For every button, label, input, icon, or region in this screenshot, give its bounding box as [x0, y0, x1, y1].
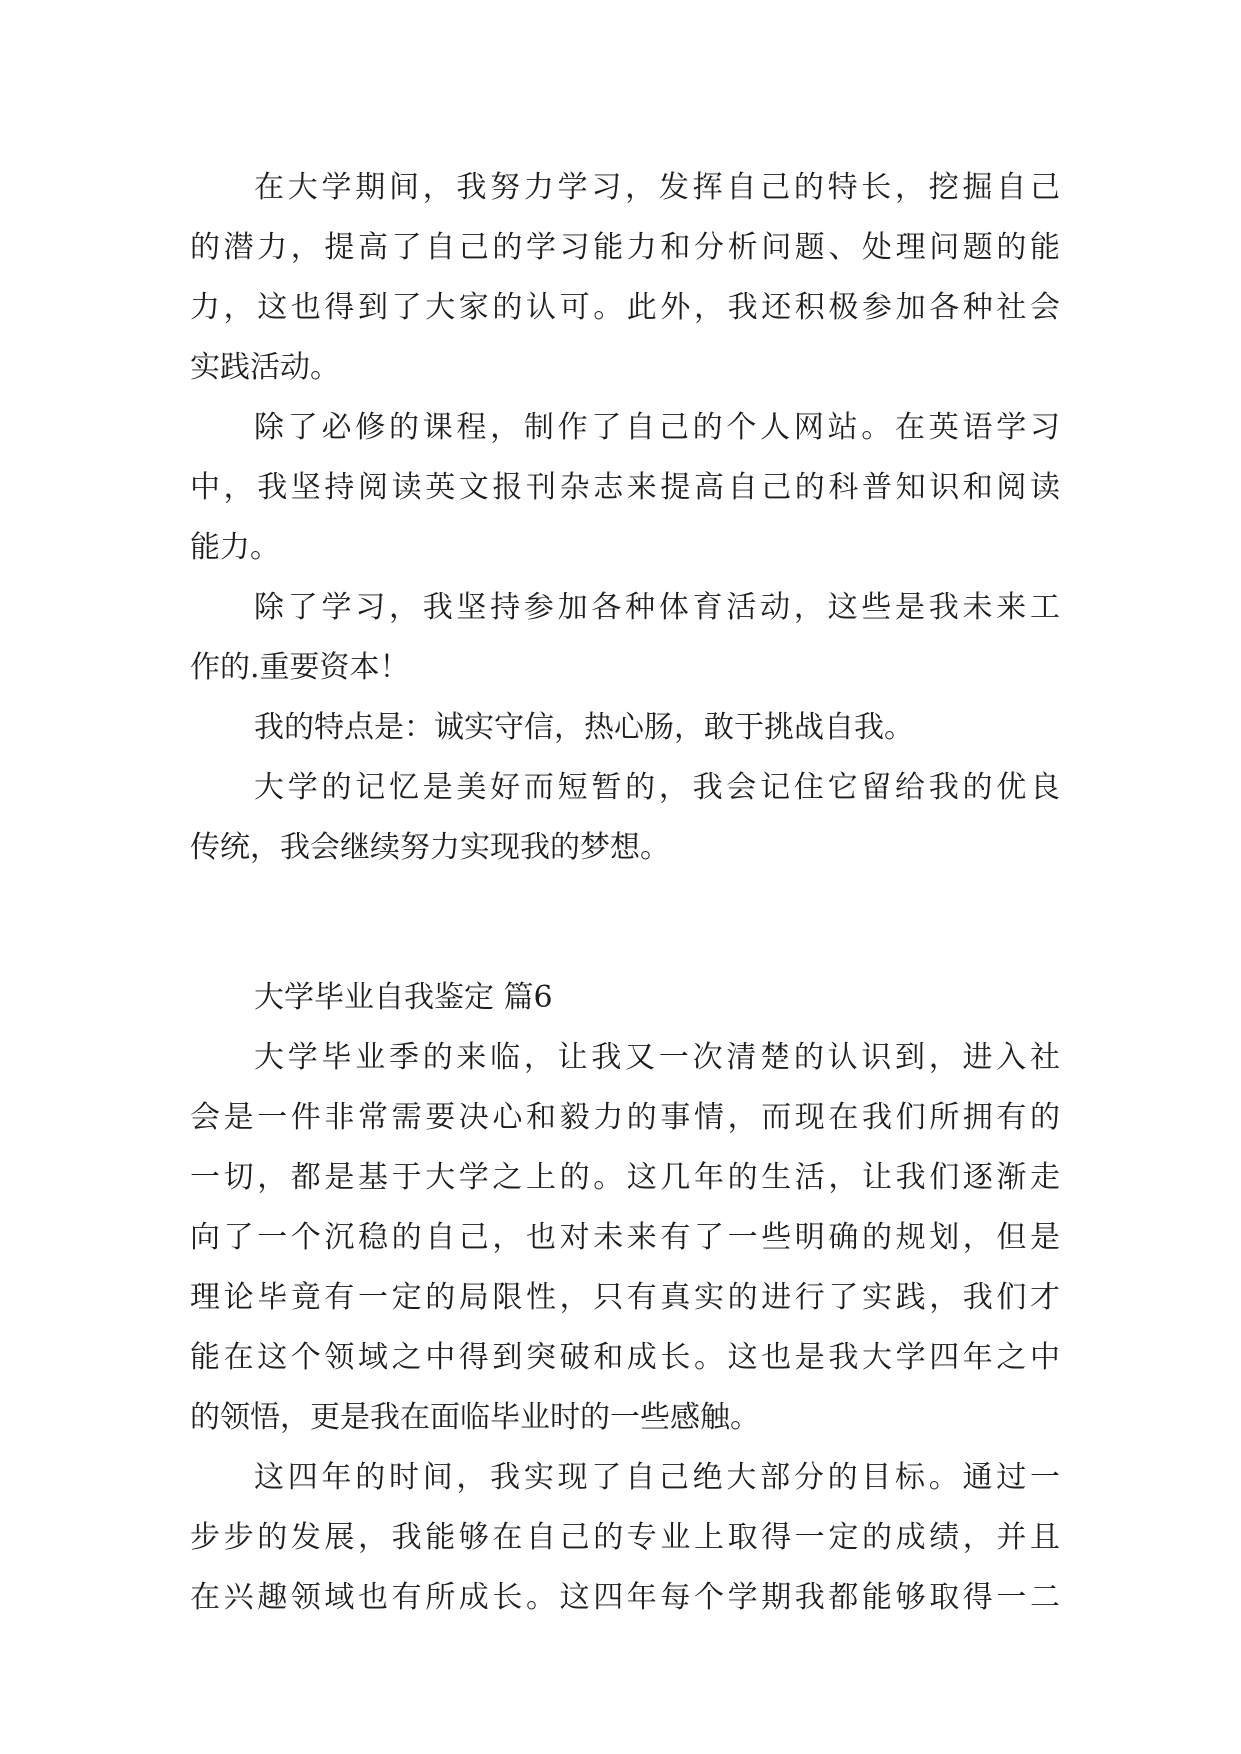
- text-line: 在大学期间，我努力学习，发挥自己的特长，挖掘自己: [254, 170, 1060, 205]
- text-line: 理论毕竟有一定的局限性，只有真实的进行了实践，我们才: [190, 1280, 1060, 1315]
- text-line: 向了一个沉稳的自己，也对未来有了一些明确的规划，但是: [190, 1220, 1060, 1255]
- text-line: 作的.重要资本！: [190, 650, 410, 685]
- text-line: 力，这也得到了大家的认可。此外，我还积极参加各种社会: [190, 290, 1060, 325]
- section-gap: [190, 878, 1060, 968]
- paragraph: [190, 1448, 1060, 1628]
- text-line: 传统，我会继续努力实现我的梦想。: [190, 830, 670, 865]
- text-line: 步步的发展，我能够在自己的专业上取得一定的成绩，并且: [190, 1520, 1060, 1555]
- paragraph: [190, 398, 1060, 578]
- text-line: 的潜力，提高了自己的学习能力和分析问题、处理问题的能: [190, 230, 1060, 265]
- text-line: 会是一件非常需要决心和毅力的事情，而现在我们所拥有的: [190, 1100, 1060, 1135]
- body-text: [190, 158, 1060, 1628]
- text-line: 中，我坚持阅读英文报刊杂志来提高自己的科普知识和阅读: [190, 470, 1060, 505]
- text-line: 我的特点是：诚实守信，热心肠，敢于挑战自我。: [254, 710, 914, 745]
- paragraph: [190, 698, 1060, 758]
- paragraph: [190, 578, 1060, 698]
- section-heading: 大学毕业自我鉴定 篇6: [254, 980, 553, 1015]
- text-line: 大学毕业季的来临，让我又一次清楚的认识到，进入社: [254, 1040, 1060, 1075]
- text-line: 除了学习，我坚持参加各种体育活动，这些是我未来工: [254, 590, 1060, 625]
- text-line: 能力。: [190, 530, 280, 565]
- text-line: 能在这个领域之中得到突破和成长。这也是我大学四年之中: [190, 1340, 1060, 1375]
- text-line: 大学的记忆是美好而短暂的，我会记住它留给我的优良: [254, 770, 1060, 805]
- paragraph: [190, 158, 1060, 398]
- text-line: 一切，都是基于大学之上的。这几年的生活，让我们逐渐走: [190, 1160, 1060, 1195]
- paragraph: [190, 1028, 1060, 1448]
- text-line: 这四年的时间，我实现了自己绝大部分的目标。通过一: [254, 1460, 1060, 1495]
- text-line: 的领悟，更是我在面临毕业时的一些感触。: [190, 1400, 760, 1435]
- text-line: 除了必修的课程，制作了自己的个人网站。在英语学习: [254, 410, 1060, 445]
- text-line: 实践活动。: [190, 350, 340, 385]
- paragraph: [190, 758, 1060, 878]
- text-line: 在兴趣领域也有所成长。这四年每个学期我都能够取得一二: [190, 1580, 1060, 1615]
